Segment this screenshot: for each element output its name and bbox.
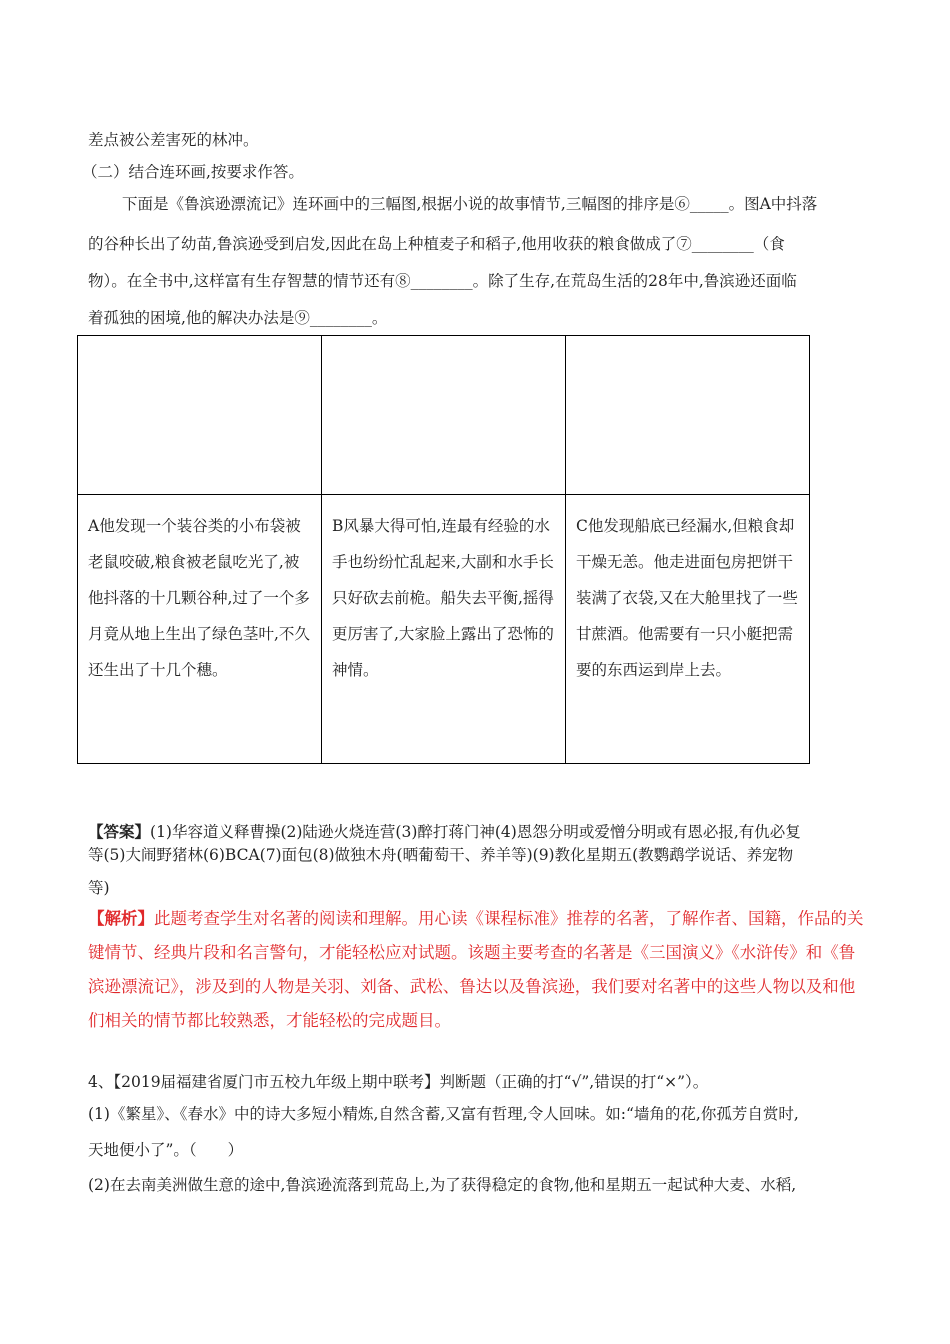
question-4-intro: 4、【2019届福建省厦门市五校九年级上期中联考】判断题（正确的打“√”,错误的打“×”）。	[88, 1073, 709, 1091]
question-paragraph-line: 物）。在全书中,这样富有生存智慧的情节还有⑧________。除了生存,在荒岛生活的28年中,鲁滨逊还面临	[88, 272, 797, 290]
comic-caption-cell-c	[566, 495, 810, 764]
question-paragraph-line: 的谷种长出了幼苗,鲁滨逊受到启发,因此在岛上种植麦子和稻子,他用收获的粮食做成了⑦________（食	[88, 235, 785, 253]
answer-line: 等)	[88, 879, 110, 897]
comic-caption-c: C他发现船底已经漏水,但粮食却干燥无恙。他走进面包房把饼干装满了衣袋,又在大舱里找了一些甘蔗酒。他需要有一只小艇把需要的东西运到岸上去。	[576, 517, 798, 679]
comic-panel-table	[77, 335, 810, 764]
comic-caption-cell-b	[322, 495, 566, 764]
question-paragraph-line: 下面是《鲁滨逊漂流记》连环画中的三幅图,根据小说的故事情节,三幅图的排序是⑥_____。图A中抖落	[122, 195, 818, 213]
analysis-block	[88, 902, 868, 1038]
analysis-text: 此题考查学生对名著的阅读和理解。用心读《课程标准》推荐的名著，了解作者、国籍，作品的关键情节、经典片段和名言警句，才能轻松应对试题。该题主要考查的名著是《三国演义》《水浒传》和《鲁滨逊漂流记》，涉及到的人物是关羽、刘备、武松、鲁达以及鲁滨逊，我们要对名著中的这些人物以及和他们相关的情节都比较熟悉，才能轻松的完成题目。	[88, 909, 864, 1030]
comic-caption-a: A他发现一个装谷类的小布袋被老鼠咬破,粮食被老鼠吃光了,被他抖落的十几颗谷种,过了一个多月竟从地上生出了绿色茎叶,不久还生出了十几个穗。	[88, 517, 310, 679]
answer-line: 等(5)大闹野猪林(6)BCA(7)面包(8)做独木舟(晒葡萄干、养羊等)(9)教化星期五(教鹦鹉学说话、养宠物	[88, 846, 794, 864]
question-4-item: (2)在去南美洲做生意的途中,鲁滨逊流落到荒岛上,为了获得稳定的食物,他和星期五一起试种大麦、水稻,	[88, 1176, 797, 1194]
answer-text: (1)华容道义释曹操(2)陆逊火烧连营(3)醉打蒋门神(4)恩怨分明或爱憎分明或有恩必报,有仇必复	[150, 823, 801, 841]
answer-label: 【答案】	[88, 822, 151, 841]
question-paragraph-line: 着孤独的困境,他的解决办法是⑨________。	[88, 309, 388, 327]
comic-caption-b: B风暴大得可怕,连最有经验的水手也纷纷忙乱起来,大副和水手长只好砍去前桅。船失去平衡,摇得更厉害了,大家脸上露出了恐怖的神情。	[332, 517, 554, 679]
question-4-item: 天地便小了”。（ ）	[88, 1141, 244, 1159]
answer-line	[88, 822, 866, 842]
comic-image-b	[322, 336, 566, 495]
comic-image-row	[78, 336, 810, 495]
comic-image-c	[566, 336, 810, 495]
comic-caption-row	[78, 495, 810, 764]
comic-caption-cell-a	[78, 495, 322, 764]
comic-image-a	[78, 336, 322, 495]
analysis-label: 【解析】	[88, 909, 154, 928]
passage-line: 差点被公差害死的林冲。	[88, 131, 259, 149]
question-4-item: (1)《繁星》、《春水》中的诗大多短小精炼,自然含蓄,又富有哲理,令人回味。如:“墙角的花,你孤芳自赏时,	[88, 1105, 799, 1123]
section-heading: （二）结合连环画,按要求作答。	[82, 163, 304, 181]
